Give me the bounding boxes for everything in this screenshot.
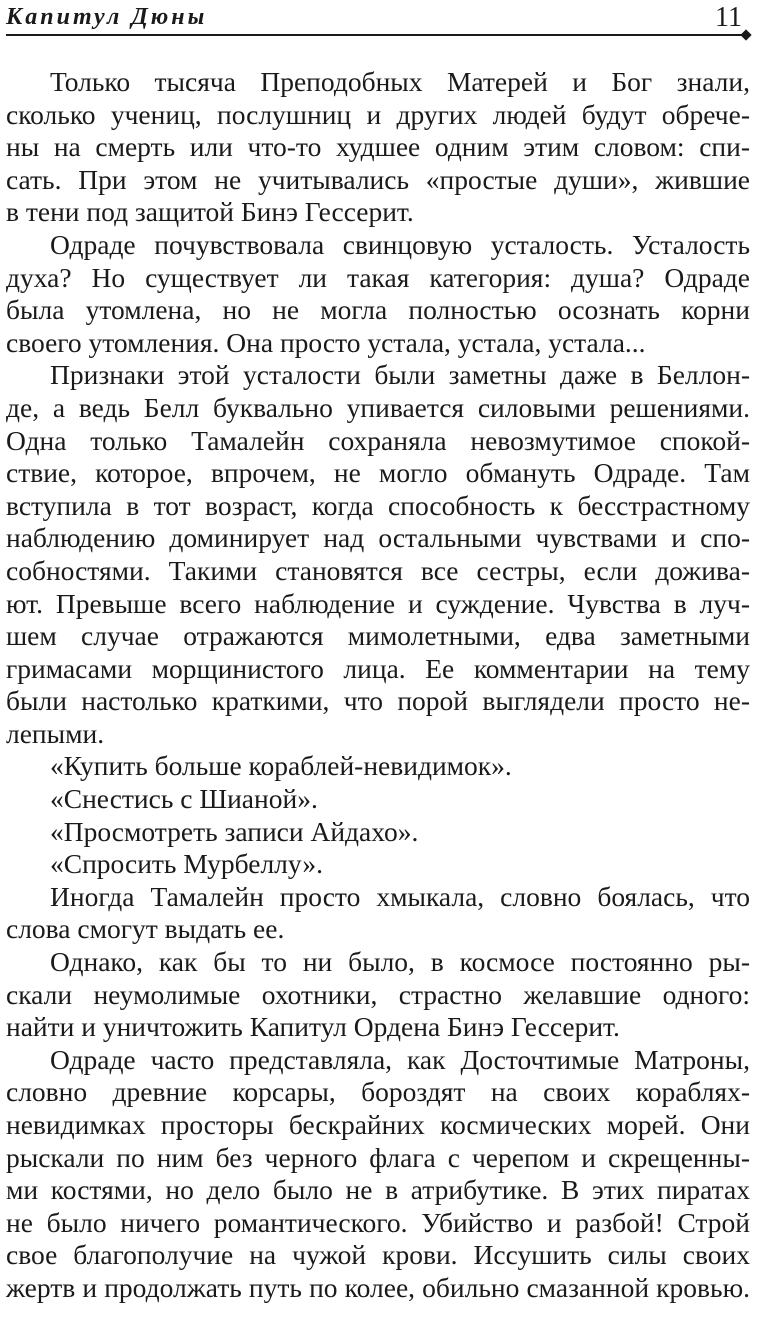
- text-line: Однако, как бы то ни было, в космосе постоянно ры-: [50, 946, 750, 978]
- text-line: Одраде почувствовала свинцовую усталость. Усталость: [50, 228, 750, 260]
- text-line: свое благополучие на чужой крови. Иссушить силы своих: [6, 1239, 750, 1271]
- text-line: Одраде часто представляла, как Досточтимые Матроны,: [50, 1043, 750, 1075]
- text-line: лепыми.: [6, 717, 105, 749]
- text-line: невидимках просторы бескрайних космических морей. Они: [6, 1109, 750, 1140]
- text-line: Иногда Тамалейн просто хмыкала, словно боялась, что: [50, 880, 750, 912]
- page-number: 11: [715, 2, 742, 33]
- text-line: гримасами морщинистого лица. Ее комментарии на тему: [6, 652, 750, 684]
- text-line: не было ничего романтического. Убийство и разбой! Строй: [6, 1206, 750, 1238]
- text-line: своего утомления. Она просто устала, устала, устала...: [6, 326, 646, 358]
- text-line: в тени под защитой Бинэ Гессерит.: [6, 196, 414, 228]
- text-line: сать. При этом не учитывались «простые души», жившие: [6, 163, 750, 195]
- running-header: [6, 0, 756, 40]
- text-line: ствие, которое, впрочем, не могло обмануть Одраде. Там: [6, 457, 750, 489]
- text-line: де, а ведь Белл буквально упивается силовыми решениями.: [6, 391, 750, 423]
- body-text: [6, 66, 750, 1305]
- text-line: слова смогут выдать ее.: [6, 913, 285, 945]
- text-line: словно древние корсары, бороздят на своих кораблях-: [6, 1076, 750, 1108]
- text-line: «Спросить Мурбеллу».: [50, 848, 323, 880]
- text-line: Признаки этой усталости были заметны даже в Беллон-: [50, 359, 750, 391]
- text-line: наблюдению доминирует над остальными чувствами и спо-: [6, 522, 750, 554]
- text-line: шем случае отражаются мимолетными, едва заметными: [6, 620, 750, 652]
- text-line: ми костями, но дело было не в атрибутике. В этих пиратах: [6, 1174, 750, 1206]
- text-line: духа? Но существует ли такая категория: душа? Одраде: [6, 261, 750, 293]
- text-line: собностями. Такими становятся все сестры, если дожива-: [6, 554, 750, 586]
- text-line: рыскали по ним без черного флага с черепом и скрещенны-: [6, 1141, 750, 1173]
- text-line: сколько учениц, послушниц и других людей будут обрече-: [6, 98, 750, 130]
- text-line: ны на смерть или что-то худшее одним этим словом: спи-: [6, 131, 750, 163]
- text-line: Только тысяча Преподобных Матерей и Бог знали,: [50, 66, 750, 97]
- text-line: найти и уничтожить Капитул Ордена Бинэ Гессерит.: [6, 1011, 620, 1043]
- text-line: «Купить больше кораблей-невидимок».: [50, 750, 512, 782]
- text-line: была утомлена, но не могла полностью осознать корни: [6, 294, 750, 326]
- text-line: скали неумолимые охотники, страстно желавшие одного:: [6, 978, 750, 1010]
- text-line: были настолько краткими, что порой выглядели просто не-: [6, 685, 750, 717]
- text-line: «Снестись с Шианой».: [50, 783, 318, 815]
- running-title: Капитул Дюны: [6, 4, 208, 30]
- text-line: ют. Превыше всего наблюдение и суждение. Чувства в луч-: [6, 587, 750, 619]
- text-line: жертв и продолжать путь по колее, обильно смазанной кровью.: [6, 1271, 750, 1303]
- text-line: «Просмотреть записи Айдахо».: [50, 815, 419, 847]
- header-rule-ornament: [740, 29, 751, 40]
- text-line: Одна только Тамалейн сохраняла невозмутимое спокой-: [6, 424, 750, 456]
- header-rule: [6, 34, 746, 36]
- text-line: вступила в тот возраст, когда способность к бесстрастному: [6, 489, 750, 521]
